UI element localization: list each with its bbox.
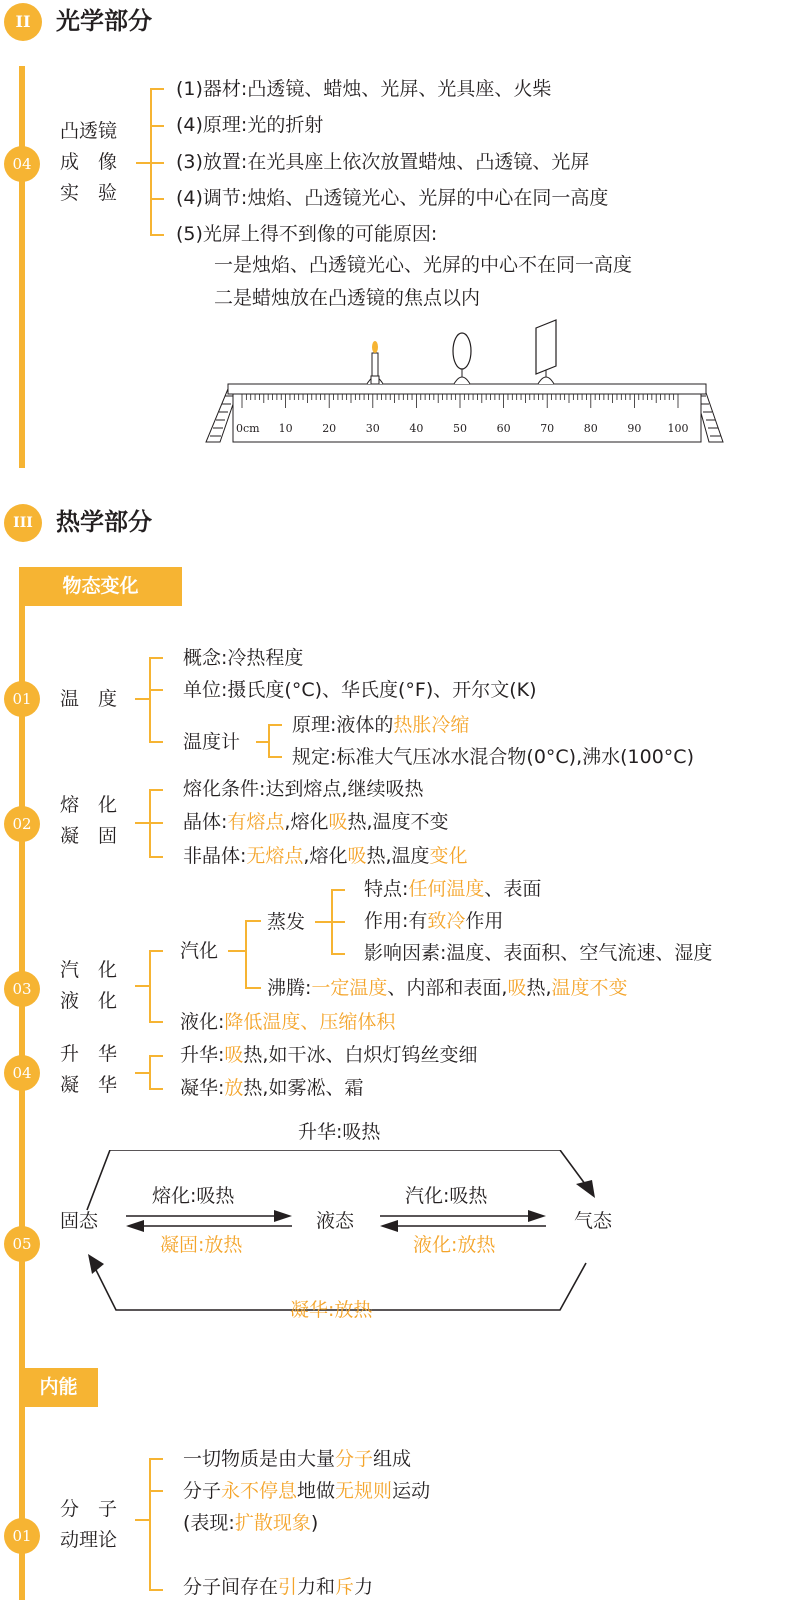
tag-internal-energy: 内能: [19, 1368, 98, 1406]
optics-reason-1: 一是烛焰、凸透镜光心、光屏的中心不在同一高度: [214, 254, 633, 276]
temp-number: 01: [4, 681, 40, 717]
vapor-number: 03: [4, 971, 40, 1007]
cycle-melt-label: 熔化:吸热: [152, 1185, 235, 1207]
convex-lens-icon: [453, 333, 471, 384]
bench-tick-label: 10: [278, 422, 293, 435]
evap-feature: 特点:任何温度、表面: [364, 878, 542, 900]
optics-item-adjust: (4)调节:烛焰、凸透镜光心、光屏的中心在同一高度: [176, 187, 609, 209]
sublim-title-1: 升 华: [60, 1043, 118, 1065]
bench-tick-label: 70: [540, 422, 555, 435]
kinetic-bracket: [149, 1458, 151, 1590]
bench-tick-label: 40: [409, 422, 424, 435]
bracket-tick: [150, 88, 164, 90]
optical-bench-diagram: [200, 318, 735, 453]
melt-crystal: 晶体:有熔点,熔化吸热,温度不变: [183, 811, 449, 833]
bracket-tick: [149, 1458, 163, 1460]
temp-bracket-stem: [135, 698, 149, 700]
boiling: 沸腾:一定温度、内部和表面,吸热,温度不变: [267, 977, 628, 999]
meter-bracket: [268, 724, 270, 758]
bench-tick-label: 50: [453, 422, 467, 435]
melt-title-2: 凝 固: [60, 825, 118, 847]
vap-arrowhead: [528, 1210, 546, 1222]
bracket-tick: [149, 1088, 163, 1090]
bracket-tick: [149, 789, 163, 791]
cycle-top-arrowhead: [576, 1180, 595, 1198]
sublim-bracket-stem: [135, 1072, 149, 1074]
cycle-number: 05: [4, 1226, 40, 1262]
bracket-tick: [150, 198, 164, 200]
bench-tick-label: 90: [627, 422, 642, 435]
bracket-tick: [331, 889, 345, 891]
state-solid: 固态: [60, 1210, 99, 1232]
bracket-tick: [150, 234, 164, 236]
bench-tick-label: 100: [667, 422, 689, 435]
evap-effect: 作用:有致冷作用: [364, 910, 504, 932]
vapor-title-2: 液 化: [60, 990, 118, 1012]
bench-tick-label: 60: [496, 422, 511, 435]
bracket-tick: [245, 920, 261, 922]
meter-bracket-stem: [256, 741, 268, 743]
evap-factors: 影响因素:温度、表面积、空气流速、湿度: [364, 942, 713, 964]
kinetic-bracket-stem: [135, 1519, 149, 1521]
bracket-tick: [149, 657, 163, 659]
temp-rule: 规定:标准大气压冰水混合物(0°C),沸水(100°C): [292, 746, 694, 768]
state-liquid: 液态: [316, 1210, 355, 1232]
melt-bracket-stem: [135, 822, 149, 824]
bracket-tick: [149, 741, 163, 743]
bracket-tick: [331, 921, 345, 923]
vapor-bracket-stem: [135, 985, 149, 987]
bracket-tick: [150, 125, 164, 127]
optics-item-no-image: (5)光屏上得不到像的可能原因:: [176, 223, 438, 245]
cycle-vap-label: 汽化:吸热: [405, 1185, 488, 1207]
tag-state-change-rule: [19, 603, 182, 606]
section-numeral-thermo: III: [4, 504, 42, 542]
sublim-bracket: [149, 1055, 151, 1090]
melt-title-1: 熔 化: [60, 794, 118, 816]
cycle-freeze-label: 凝固:放热: [160, 1234, 243, 1256]
bench-tick-label: 20: [322, 422, 337, 435]
freeze-arrowhead: [126, 1220, 144, 1232]
bracket-tick: [268, 724, 282, 726]
cycle-liq-label: 液化:放热: [413, 1234, 496, 1256]
bench-tick-label: 80: [583, 422, 598, 435]
bench-tick-label: 30: [365, 422, 380, 435]
vapor-bracket: [149, 950, 151, 1022]
bracket-tick: [149, 1021, 163, 1023]
liq-arrowhead: [380, 1220, 398, 1232]
bracket-tick: [150, 162, 164, 164]
bench-tick-label: 0cm: [236, 422, 260, 435]
deposition: 凝华:放热,如雾凇、霜: [180, 1077, 364, 1099]
bracket-tick: [149, 1589, 163, 1591]
bracket-tick: [149, 822, 163, 824]
optics-exp-title-2: 成 像: [60, 151, 118, 173]
bracket-tick: [149, 1490, 163, 1492]
kinetic-line-4: 分子间存在引力和斥力: [183, 1576, 374, 1598]
state-gas: 气态: [574, 1210, 613, 1232]
melt-noncrystal: 非晶体:无熔点,熔化吸热,温度变化: [183, 845, 468, 867]
optics-item-principle: (4)原理:光的折射: [176, 114, 324, 136]
liquefy: 液化:降低温度、压缩体积: [180, 1011, 396, 1033]
vaporize-label: 汽化: [180, 940, 219, 962]
temp-meter: 温度计: [183, 731, 241, 753]
evaporate-label: 蒸发: [267, 911, 306, 933]
bracket-tick: [149, 689, 163, 691]
temp-principle: 原理:液体的热胀冷缩: [292, 714, 470, 736]
light-screen-icon: [536, 320, 556, 384]
bracket-tick: [331, 953, 345, 955]
optics-exp-title-1: 凸透镜: [60, 120, 118, 142]
optics-exp-title-3: 实 验: [60, 182, 118, 204]
temp-title: 温 度: [60, 688, 118, 710]
bracket-tick: [149, 1055, 163, 1057]
temp-unit: 单位:摄氏度(°C)、华氏度(°F)、开尔文(K): [183, 679, 537, 701]
evaporate-stem: [315, 921, 331, 923]
melt-number: 02: [4, 806, 40, 842]
vaporize-bracket: [245, 920, 247, 988]
melt-arrowhead: [274, 1210, 292, 1222]
optics-timeline-bar: [19, 66, 25, 468]
kinetic-line-1: 一切物质是由大量分子组成: [183, 1448, 412, 1470]
bench-rail-top: [228, 384, 706, 394]
optics-reason-2: 二是蜡烛放在凸透镜的焦点以内: [214, 287, 481, 309]
kinetic-title-1: 分 子: [60, 1498, 118, 1520]
tag-internal-energy-rule: [19, 1404, 98, 1407]
bracket-tick: [245, 987, 261, 989]
bracket-tick: [268, 756, 282, 758]
kinetic-line-2: 分子永不停息地做无规则运动: [183, 1480, 431, 1502]
section-title-thermo: 热学部分: [56, 508, 152, 536]
sublim-number: 04: [4, 1055, 40, 1091]
optics-item-equipment: (1)器材:凸透镜、蜡烛、光屏、光具座、火柴: [176, 78, 552, 100]
kinetic-number: 01: [4, 1518, 40, 1554]
sublim-title-2: 凝 华: [60, 1074, 118, 1096]
optics-item-placement: (3)放置:在光具座上依次放置蜡烛、凸透镜、光屏: [176, 151, 590, 173]
bracket-tick: [149, 950, 163, 952]
optics-bracket-stem: [136, 162, 150, 164]
section-title-optics: 光学部分: [56, 7, 152, 35]
sublimation: 升华:吸热,如干冰、白炽灯钨丝变细: [180, 1044, 478, 1066]
vapor-title-1: 汽 化: [60, 959, 118, 981]
melt-condition: 熔化条件:达到熔点,继续吸热: [183, 778, 424, 800]
tag-state-change: 物态变化: [19, 567, 182, 605]
candle-icon: [367, 341, 383, 384]
temp-bracket: [149, 657, 151, 741]
bracket-tick: [149, 856, 163, 858]
temp-concept: 概念:冷热程度: [183, 647, 304, 669]
cycle-bottom-label: 凝华:放热: [290, 1299, 373, 1321]
section-numeral-optics: II: [4, 3, 42, 41]
cycle-top-label: 升华:吸热: [298, 1121, 381, 1143]
kinetic-title-2: 动理论: [60, 1529, 118, 1551]
optics-exp-number: 04: [4, 146, 40, 182]
kinetic-line-3: (表现:扩散现象): [183, 1512, 319, 1534]
vaporize-stem: [228, 950, 245, 952]
